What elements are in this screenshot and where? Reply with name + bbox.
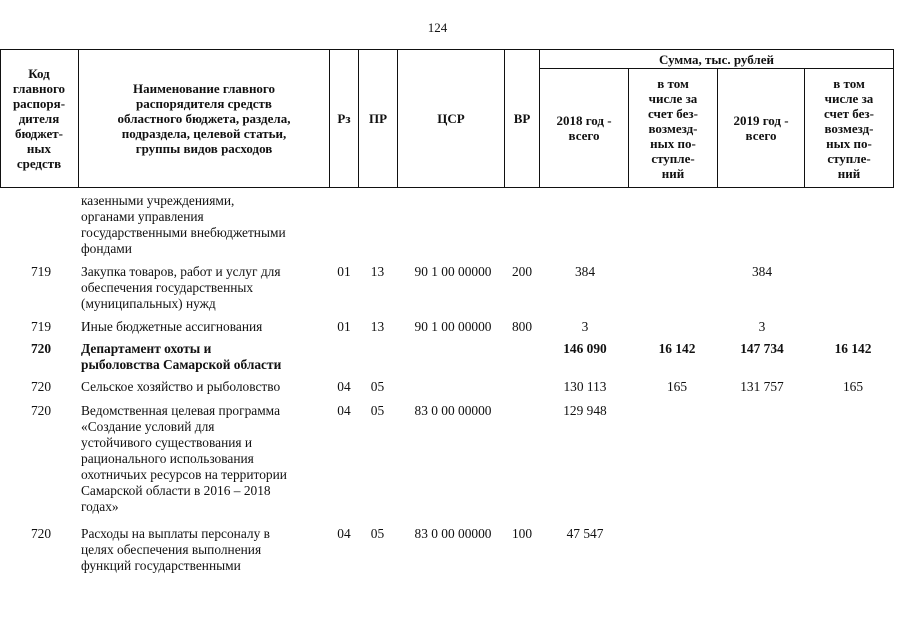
cell-csr: 90 1 00 00000	[414, 264, 492, 279]
header-vrule	[504, 49, 505, 188]
cell-rz: 01	[337, 264, 351, 279]
header-rz: Рз	[337, 110, 351, 126]
cell-name: Ведомственная целевая программа «Создание условий для устойчивого существования и рационального использования охотничьих ресурсов на территории Самарской области в 2016 – 2018 годах»	[81, 403, 287, 514]
cell-vr: 100	[511, 526, 533, 541]
header-vrule	[628, 68, 629, 188]
header-vr: ВР	[513, 110, 531, 126]
header-vrule	[0, 49, 1, 188]
cell-2019-total: 3	[758, 319, 766, 334]
cell-code: 720	[30, 526, 52, 541]
header-code: Код главного распоря- дителя бюджет- ных средств	[12, 65, 66, 171]
cell-csr: 83 0 00 00000	[414, 526, 492, 541]
cell-pr: 05	[370, 526, 385, 541]
cell-2018-total: 3	[581, 319, 589, 334]
page-number: 124	[427, 20, 448, 35]
cell-code: 720	[30, 403, 52, 418]
cell-pr: 13	[370, 264, 385, 279]
cell-name: Закупка товаров, работ и услуг для обеспечения государственных (муниципальных) нужд	[81, 264, 281, 311]
cell-csr: 90 1 00 00000	[414, 319, 492, 334]
cell-2018-total: 384	[574, 264, 596, 279]
cell-2019-gratuitous: 165	[842, 379, 864, 394]
cell-code: 719	[30, 319, 52, 334]
cell-name: Расходы на выплаты персоналу в целях обеспечения выполнения функций государственными	[81, 526, 270, 573]
cell-rz: 04	[337, 526, 351, 541]
header-2018-gratuitous: в том числе за счет без- возмезд- ных по- ступле- ний	[648, 75, 698, 181]
cell-vr: 200	[511, 264, 533, 279]
header-2019-gratuitous: в том числе за счет без- возмезд- ных по- ступле- ний	[824, 75, 874, 181]
cell-2019-gratuitous: 16 142	[834, 341, 872, 356]
header-vrule	[358, 49, 359, 188]
cell-2019-total: 131 757	[740, 379, 784, 394]
cell-2018-total: 129 948	[563, 403, 607, 418]
cell-name: Иные бюджетные ассигнования	[81, 319, 263, 334]
header-vrule	[329, 49, 330, 188]
cell-2018-gratuitous: 165	[666, 379, 688, 394]
cell-name: Департамент охоты и рыболовства Самарской области	[81, 341, 282, 372]
header-2018-total: 2018 год - всего	[556, 113, 612, 143]
cell-code: 719	[30, 264, 52, 279]
cell-2018-total: 47 547	[566, 526, 604, 541]
header-bottom-rule	[0, 187, 894, 188]
cell-pr: 05	[370, 379, 385, 394]
cell-2019-total: 384	[751, 264, 773, 279]
header-vrule	[539, 49, 540, 188]
cell-2018-total: 130 113	[563, 379, 607, 394]
cell-2018-gratuitous: 16 142	[658, 341, 696, 356]
header-2019-total: 2019 год - всего	[733, 113, 789, 143]
header-vrule	[893, 49, 894, 188]
cell-vr: 800	[511, 319, 533, 334]
cell-name: казенными учреждениями, органами управления государственными внебюджетными фондами	[81, 193, 286, 256]
header-sum: Сумма, тыс. рублей	[659, 51, 774, 67]
cell-code: 720	[30, 379, 52, 394]
header-vrule	[78, 49, 79, 188]
header-vrule	[397, 49, 398, 188]
header-pr: ПР	[368, 110, 388, 126]
cell-2019-total: 147 734	[740, 341, 784, 356]
cell-name: Сельское хозяйство и рыболовство	[81, 379, 281, 394]
header-vrule	[717, 68, 718, 188]
cell-csr: 83 0 00 00000	[414, 403, 492, 418]
header-name: Наименование главного распорядителя средств областного бюджета, раздела, подраздела, целевой статьи, группы видов расходов	[117, 80, 291, 156]
cell-rz: 04	[337, 379, 351, 394]
cell-rz: 04	[337, 403, 351, 418]
cell-pr: 13	[370, 319, 385, 334]
cell-pr: 05	[370, 403, 385, 418]
header-vrule	[804, 68, 805, 188]
cell-2018-total: 146 090	[563, 341, 607, 356]
cell-rz: 01	[337, 319, 351, 334]
header-top-rule	[0, 49, 894, 50]
header-csr: ЦСР	[437, 110, 465, 126]
cell-code: 720	[30, 341, 52, 356]
